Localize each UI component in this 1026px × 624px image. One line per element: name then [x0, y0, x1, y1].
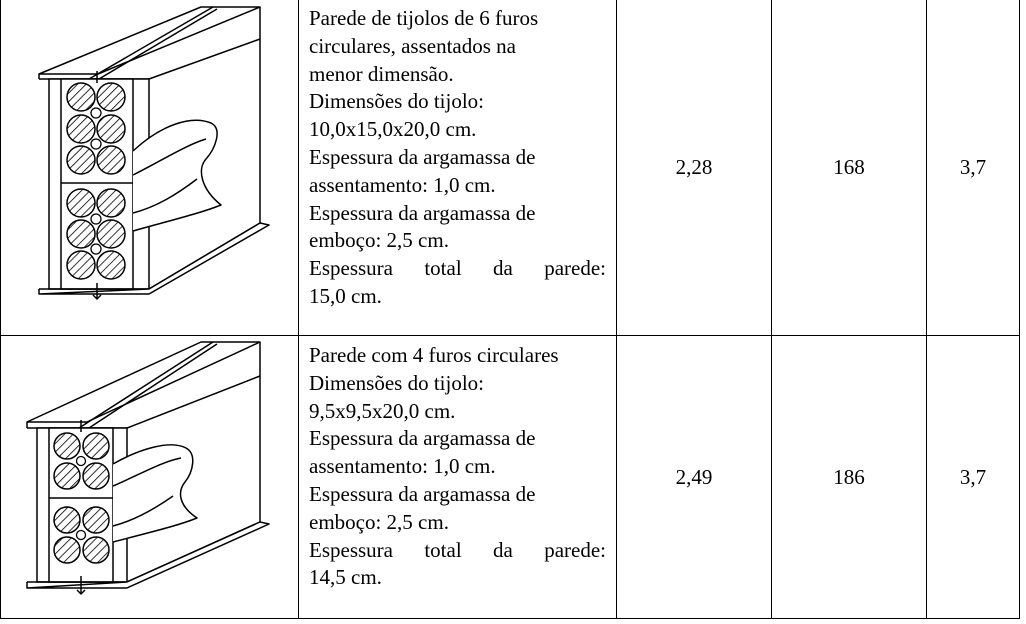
value-1-cell: 2,28	[617, 0, 772, 336]
description-cell	[299, 0, 617, 336]
description-line: circulares, assentados na	[309, 33, 516, 58]
brick-wall-4-circular-holes-icon	[1, 336, 298, 618]
value-3-cell: 3,7	[927, 0, 1020, 336]
description-line: emboço: 2,5 cm.	[309, 228, 449, 253]
description-line: Espessura total da parede:	[309, 256, 606, 281]
description-line: 10,0x15,0x20,0 cm.	[309, 117, 477, 142]
description-line: Parede com 4 furos circulares	[309, 343, 559, 367]
value-2-cell: 168	[772, 0, 927, 336]
description-line: Espessura da argamassa de	[309, 481, 536, 506]
description-line: emboço: 2,5 cm.	[309, 509, 449, 534]
description-cell	[299, 336, 617, 619]
description-line: Parede de tijolos de 6 furos	[309, 6, 539, 30]
description-line: 9,5x9,5x20,0 cm.	[309, 398, 456, 423]
description-line: 14,5 cm.	[309, 565, 382, 590]
description-line: Espessura da argamassa de	[309, 426, 536, 451]
table-row	[1, 336, 1020, 619]
description-line: Espessura total da parede:	[309, 537, 606, 562]
description-line: assentamento: 1,0 cm.	[309, 172, 496, 197]
description-line: assentamento: 1,0 cm.	[309, 454, 496, 479]
illustration-cell	[1, 336, 299, 619]
description-line: Espessura da argamassa de	[309, 144, 536, 169]
description-line: Espessura da argamassa de	[309, 200, 536, 225]
value-2-cell: 186	[772, 336, 927, 619]
table-row	[1, 0, 1020, 336]
description-line: 15,0 cm.	[309, 283, 382, 308]
value-3-cell: 3,7	[927, 336, 1020, 619]
description-line: menor dimensão.	[309, 61, 454, 86]
brick-wall-6-circular-holes-icon	[1, 0, 298, 335]
description-line: Dimensões do tijolo:	[309, 89, 484, 114]
illustration-cell	[1, 0, 299, 336]
description-line: Dimensões do tijolo:	[309, 370, 484, 395]
value-1-cell: 2,49	[617, 336, 772, 619]
